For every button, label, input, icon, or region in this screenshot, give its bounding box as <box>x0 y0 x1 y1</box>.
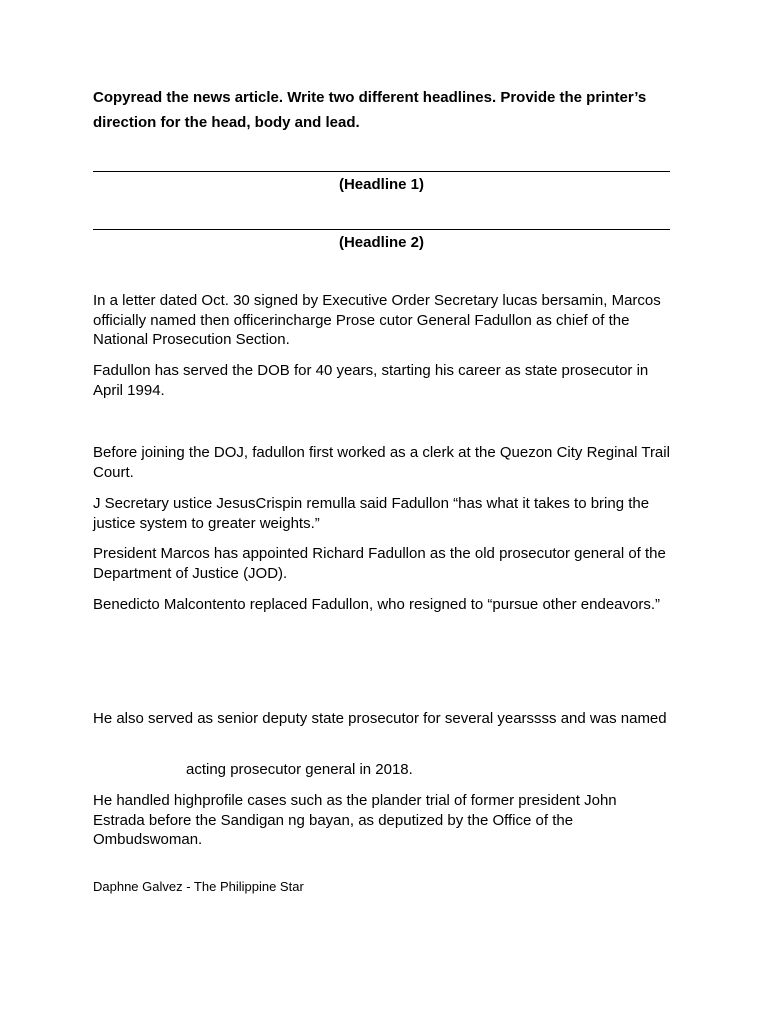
paragraph-2: Fadullon has served the DOB for 40 years, starting his career as state prosecutor in April 1994. <box>93 362 649 399</box>
paragraph-7: He also served as senior deputy state prosecutor for several yearssss and was named <box>93 710 667 727</box>
paragraph-1: In a letter dated Oct. 30 signed by Executive Order Secretary lucas bersamin, Marcos officially named then officerincharge Prose cutor General Fadullon as chief of the National Prosecution Section. <box>93 292 661 348</box>
headline-2-placeholder: (Headline 2) <box>338 234 425 251</box>
paragraph-8: acting prosecutor general in 2018. <box>186 761 413 778</box>
paragraph-6: Benedicto Malcontento replaced Fadullon, who resigned to “pursue other endeavors.” <box>93 596 661 613</box>
paragraph-5: President Marcos has appointed Richard Fadullon as the old prosecutor general of the Department of Justice (JOD). <box>93 545 666 582</box>
headline-1-line <box>93 171 670 172</box>
paragraph-3: Before joining the DOJ, fadullon first worked as a clerk at the Quezon City Reginal Trail Court. <box>93 444 670 481</box>
headline-2-line <box>93 229 670 230</box>
paragraph-4: J Secretary ustice JesusCrispin remulla said Fadullon “has what it takes to bring the justice system to greater weights.” <box>93 495 650 532</box>
headline-1-placeholder: (Headline 1) <box>338 176 425 193</box>
byline: Daphne Galvez - The Philippine Star <box>93 879 304 894</box>
paragraph-9: He handled highprofile cases such as the plander trial of former president John Estrada before the Sandigan ng bayan, as deputized by the Office of the Ombudswoman. <box>93 792 617 848</box>
instructions: Copyread the news article. Write two different headlines. Provide the printer’s direction for the head, body and lead. <box>93 89 647 131</box>
